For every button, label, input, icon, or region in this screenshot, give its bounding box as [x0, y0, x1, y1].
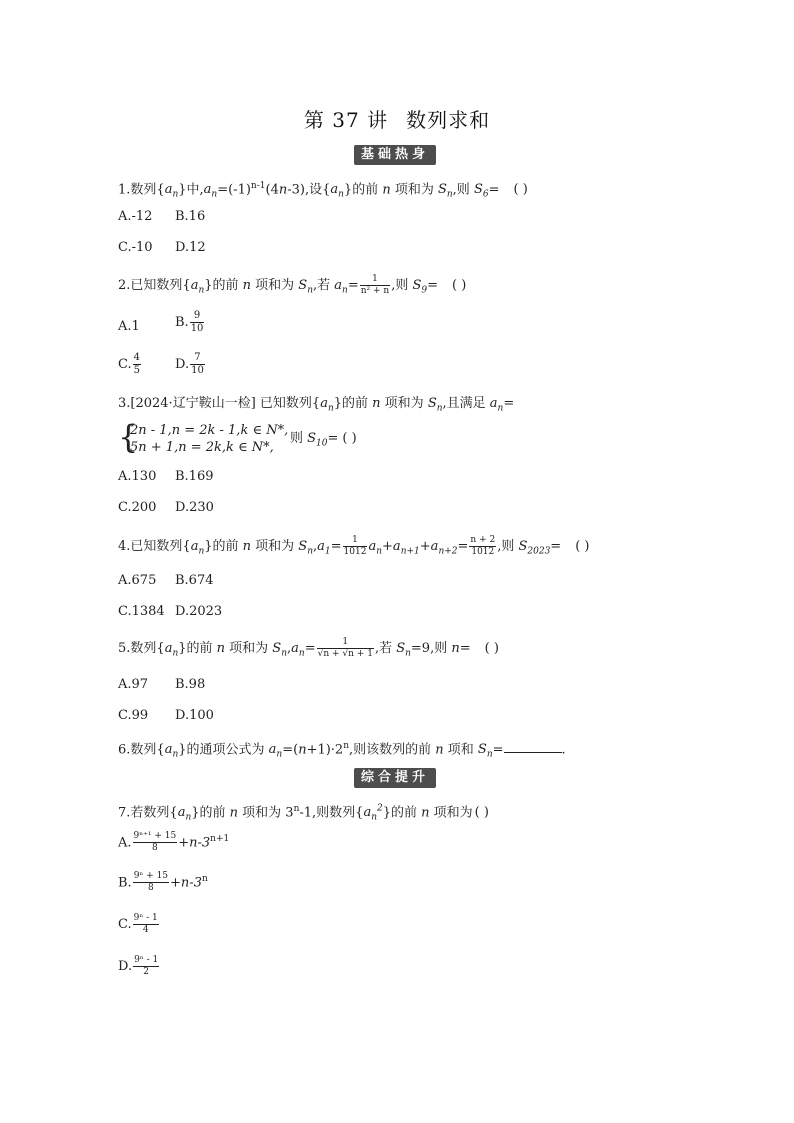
question-3: 3.[2024·辽宁鞍山一检] 已知数列$\{a_n\}$的前 n 项和为 $S_n$,且满足 $a_n=$ — [118, 396, 515, 414]
q5-option-b: B.98 — [175, 677, 206, 692]
question-4: 4.已知数列$\{a_n\}$的前 n 项和为 $S_n,a_1=$ $\frac{1}{1012}$ $a_n+a_{n+1}+a_{n+2}=$ $\frac{n + 2}{1012}$ ,则 $S_{2023}=$ ( ) — [118, 535, 590, 557]
section-badge-advanced: 综合提升 — [354, 768, 436, 788]
q3-option-a: A.130 — [118, 469, 157, 484]
q3-option-d: D.230 — [175, 500, 214, 515]
q1-option-c: C.-10 — [118, 240, 153, 255]
q5-option-a: A.97 — [118, 677, 149, 692]
question-6: 6.数列$\{a_n\}$的通项公式为 $a_n=(n+1)\cdot 2^n$,则该数列的前 n 项和 $S_n=$ . — [118, 741, 566, 760]
section-badge-basic: 基础热身 — [354, 145, 436, 165]
q6-answer-blank — [504, 740, 562, 753]
q1-option-b: B.16 — [175, 209, 206, 224]
q7-option-b: B. $\frac{\text{9ⁿ + 15}}{8}$ $+n-3^n$ — [118, 871, 208, 894]
q1-option-a: A.-12 — [118, 209, 153, 224]
q3-case-2: 5n + 1,n = 2k,k ∈ N*, — [130, 440, 274, 455]
q1-option-d: D.12 — [175, 240, 206, 255]
q2-option-b: B. $\frac{9}{10}$ — [175, 310, 204, 334]
question-2: 2.已知数列$\{a_n\}$的前 n 项和为 $S_n$,若 $a_n=$ $\frac{1}{\text{n² + n}}$ ,则 $S_9=$ ( ) — [118, 274, 467, 296]
q5-option-d: D.100 — [175, 708, 214, 723]
page-title — [0, 104, 794, 133]
q3-option-c: C.200 — [118, 500, 157, 515]
question-1: 1.数列$\{a_n\}$中$,a_n=(-1)^{n-1}(4n-3)$,设$\{a_n\}$的前 n 项和为 $S_n$,则 $S_6=$ ( ) — [118, 181, 528, 200]
q4-option-a: A.675 — [118, 573, 157, 588]
lecture-topic: 数列求和 — [406, 108, 491, 132]
q2-option-c: C. $\frac{4}{5}$ — [118, 352, 140, 376]
q3-source: [2024·辽宁鞍山一检] — [130, 396, 256, 411]
q7-option-c: C. $\frac{\text{9ⁿ - 1}}{4}$ — [118, 913, 158, 935]
q4-option-c: C.1384 — [118, 604, 165, 619]
q2-option-d: D. $\frac{7}{10}$ — [175, 352, 204, 376]
q3-option-b: B.169 — [175, 469, 214, 484]
q5-option-c: C.99 — [118, 708, 149, 723]
question-5: 5.数列$\{a_n\}$的前 n 项和为 $S_n,a_n=$ $\frac{1}{√n + √n + 1}$ ,若 $S_n=9$,则 n= ( ) — [118, 637, 499, 659]
question-7: 7.若数列$\{a_n\}$的前 n 项和为 3$^n$-1,则数列$\{a_n^2\}$的前 n 项和为 ( ) — [118, 804, 489, 823]
q4-option-b: B.674 — [175, 573, 214, 588]
lecture-number: 第 37 讲 — [303, 108, 389, 132]
q3-ask: 则 $S_{10}=$ ( ) — [290, 431, 357, 449]
q7-option-d: D. $\frac{\text{9ⁿ - 1}}{2}$ — [118, 955, 159, 977]
q7-option-a: A. $\frac{\text{9ⁿ⁺¹ + 15}}{8}$ $+n-3^{n+1}$ — [118, 831, 230, 854]
q3-case-1: 2n - 1,n = 2k - 1,k ∈ N*, — [130, 423, 289, 438]
q2-option-a: A.1 — [118, 319, 140, 334]
q4-option-d: D.2023 — [175, 604, 223, 619]
piecewise-brace: { — [118, 418, 139, 456]
